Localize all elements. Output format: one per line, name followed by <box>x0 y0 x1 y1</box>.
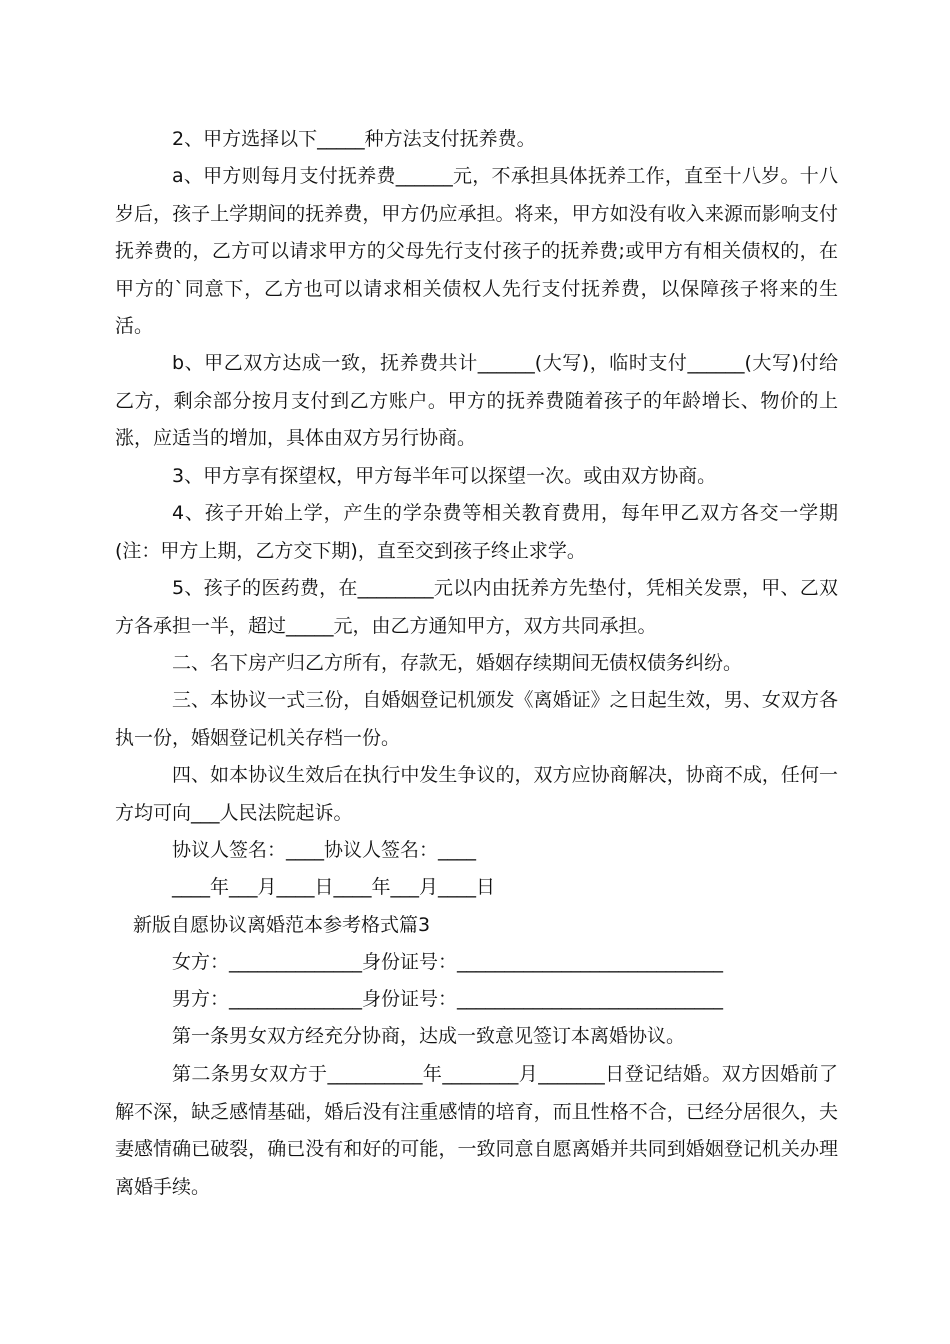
paragraph-copies: 三、本协议一式三份，自婚姻登记机颁发《离婚证》之日起生效，男、女双方各执一份，婚姻登记机关存档一份。 <box>115 689 838 749</box>
paragraph-payment-method: 2、甲方选择以下_____种方法支付抚养费。 <box>172 128 536 150</box>
paragraph-visitation: 3、甲方享有探望权，甲方每半年可以探望一次。或由双方协商。 <box>172 465 717 487</box>
paragraph-option-a: a、甲方则每月支付抚养费______元，不承担具体抚养工作，直至十八岁。十八岁后，孩子上学期间的抚养费，甲方仍应承担。将来，甲方如没有收入来源而影响支付抚养费的，乙方可以请求甲方的父母先行支付孩子的抚养费;或甲方有相关债权的，在甲方的`同意下，乙方也可以请求相关债权人先行支付抚养费，以保障孩子将来的生活。 <box>115 165 838 337</box>
male-party-line: 男方：______________身份证号：____________________________ <box>172 988 724 1010</box>
date-line: ____年___月____日____年___月____日 <box>172 876 496 898</box>
paragraph-option-b: b、甲乙双方达成一致，抚养费共计______(大写)，临时支付______(大写)付给乙方，剩余部分按月支付到乙方账户。甲方的抚养费随着孩子的年龄增长、物价的上涨，应适当的增加，具体由双方另行协商。 <box>115 352 838 449</box>
female-party-line: 女方：______________身份证号：____________________________ <box>172 951 724 973</box>
paragraph-property: 二、名下房产归乙方所有，存款无，婚姻存续期间无债权债务纠纷。 <box>172 652 743 674</box>
article-2: 第二条男女双方于__________年________月_______日登记结婚。双方因婚前了解不深，缺乏感情基础，婚后没有注重感情的培育，而且性格不合，已经分居很久，夫妻感情确已破裂，确已没有和好的可能，一致同意自愿离婚并共同到婚姻登记机关办理离婚手续。 <box>115 1063 838 1198</box>
article-1: 第一条男女双方经充分协商，达成一致意见签订本离婚协议。 <box>172 1025 686 1047</box>
paragraph-medical-fees: 5、孩子的医药费，在________元以内由抚养方先垫付，凭相关发票，甲、乙双方各承担一半，超过_____元，由乙方通知甲方，双方共同承担。 <box>115 577 838 637</box>
paragraph-education-fees: 4、孩子开始上学，产生的学杂费等相关教育费用，每年甲乙双方各交一学期(注：甲方上期，乙方交下期)，直至交到孩子终止求学。 <box>115 502 838 562</box>
paragraph-dispute: 四、如本协议生效后在执行中发生争议的，双方应协商解决，协商不成，任何一方均可向___人民法院起诉。 <box>115 764 838 824</box>
section-title: 新版自愿协议离婚范本参考格式篇3 <box>133 914 431 936</box>
signature-line: 协议人签名：____协议人签名：____ <box>172 839 477 861</box>
